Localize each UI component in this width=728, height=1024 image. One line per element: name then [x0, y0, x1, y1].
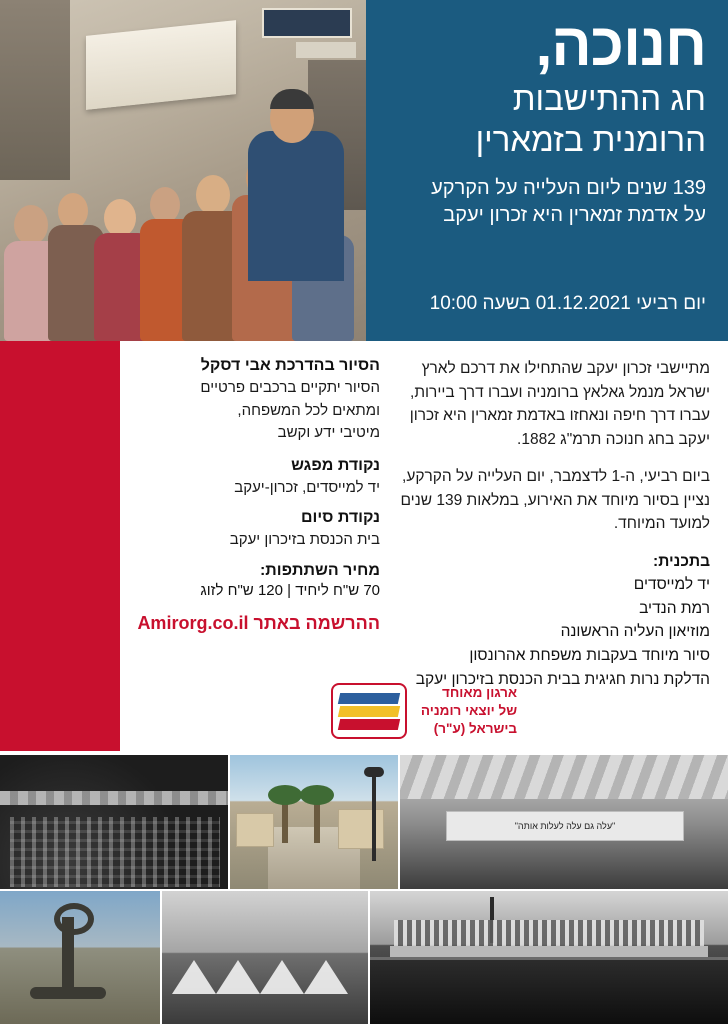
- registration-website-link[interactable]: Amirorg.co.il: [137, 612, 249, 633]
- anchor-monument-photo: [0, 891, 160, 1024]
- title-panel: [366, 0, 728, 341]
- registration-line[interactable]: [126, 613, 380, 634]
- org-line-2: של יוצאי רומניה: [420, 702, 518, 718]
- anchor-arm: [30, 987, 106, 999]
- top-band: [0, 0, 728, 341]
- street-lamp-post: [372, 773, 376, 861]
- street-house: [338, 809, 384, 849]
- anchor-ring: [54, 903, 94, 935]
- title-line-3: הרומנית בזמארין: [475, 121, 706, 159]
- organization-logo-icon: [331, 683, 407, 739]
- street-house: [236, 813, 274, 847]
- street-palms-photo: [230, 755, 398, 889]
- crowd-head: [196, 175, 230, 215]
- structure-roof: [400, 755, 728, 799]
- list-item: מוזיאון העליה הראשונה: [560, 623, 710, 641]
- ship-passengers: [394, 920, 704, 946]
- org-line-3: בישראל (ע"ר): [433, 721, 518, 737]
- list-item: סיור מיוחד בעקבות משפחת אהרונסון: [469, 647, 710, 665]
- title-line-2: חג ההתישבות: [512, 80, 706, 118]
- guide-heading: הסיור בהדרכת אבי דסקל: [200, 357, 380, 374]
- camp-tent: [304, 960, 348, 994]
- list-item: רמת הנדיב: [639, 599, 710, 617]
- hero-shop-sign: [262, 8, 352, 38]
- anchor-stem: [62, 917, 74, 995]
- red-accent-strip: [0, 341, 120, 751]
- price-heading: מחיר השתתפות:: [259, 561, 380, 579]
- palm-crown: [268, 785, 302, 805]
- price-text: 70 ש"ח ליחיד | 120 ש"ח לזוג: [200, 581, 380, 599]
- subtitle-line-2: על אדמת זמארין היא זכרון יעקב: [443, 204, 706, 226]
- end-point-text: בית הכנסת בזיכרון יעקב: [229, 531, 380, 548]
- ship-hull: [370, 957, 728, 1024]
- meeting-point-heading: נקודת מפגש: [291, 456, 380, 474]
- camp-tent: [216, 960, 260, 994]
- list-item: יד למייסדים: [633, 576, 710, 594]
- hero-awning: [86, 20, 236, 110]
- hero-photo: [0, 0, 366, 341]
- crowd-head: [104, 199, 136, 237]
- photo-grid: [0, 751, 728, 1024]
- crowd-head: [150, 187, 180, 223]
- historic-banner-text: "עלה גם עלה לעלות אותה": [446, 811, 684, 841]
- subtitle: [382, 175, 706, 229]
- crowd-historic-photo: [0, 755, 228, 889]
- event-date: יום רביעי 01.12.2021 בשעה 10:00: [429, 293, 706, 314]
- guide-line-1: הסיור יתקיים ברכבים פרטיים: [200, 379, 380, 396]
- guide-line-2: ומתאים לכל המשפחה,: [237, 401, 380, 419]
- logo-band-blue: [338, 693, 400, 704]
- program-title: בתכנית:: [653, 552, 710, 570]
- org-line-1: ארגון מאוחד: [442, 684, 518, 700]
- guide-line-3: מיטיבי ידע וקשב: [277, 424, 380, 441]
- registration-label: ההרשמה באתר: [253, 612, 380, 633]
- crowd-head: [58, 193, 88, 229]
- guide-description: [126, 377, 380, 445]
- logo-band-yellow: [338, 706, 400, 717]
- palm-crown: [300, 785, 334, 805]
- page-title: חנוכה,: [535, 11, 706, 78]
- logo-band-red: [338, 719, 400, 730]
- organization-logo-row: [120, 672, 728, 750]
- palm-trunk: [282, 799, 288, 843]
- paragraph-history: מתיישבי זכרון יעקב שהתחילו את דרכם לארץ ישראל מנמל גאלאץ ברומניה ועברו דרך ביירות, עברו דרך חיפה ונאחזו באדמת זמארין היא זכרון יעקב בחג חנוכה תרמ"ג 1882.: [409, 360, 710, 448]
- camp-tent: [260, 960, 304, 994]
- meeting-point-text: יד למייסדים, זכרון-יעקב: [234, 478, 380, 496]
- banner-historic-photo: [400, 755, 728, 889]
- subtitle-line-1: 139 שנים ליום העלייה על הקרקע: [431, 177, 706, 199]
- paragraph-event: ביום רביעי, ה-1 לדצמבר, יום העלייה על הקרקע, נציין בסיור מיוחד את האירוע, במלאות 139 שנים למועד המיוחד.: [400, 468, 710, 533]
- hero-shop-sign-secondary: [296, 42, 356, 58]
- camp-tent: [172, 960, 216, 994]
- list-item: הדלקת נרות חגיגית בבית הכנסת בזיכרון יעקב: [415, 670, 710, 688]
- organization-name: [421, 684, 517, 739]
- palm-trunk: [314, 799, 320, 843]
- street-lamp-head: [364, 767, 384, 777]
- guide-figure: [248, 131, 344, 281]
- crowd-head: [14, 205, 48, 245]
- tent-camp-photo: [162, 891, 368, 1024]
- immigrant-ship-photo: [370, 891, 728, 1024]
- end-point-heading: נקודת סיום: [301, 509, 380, 526]
